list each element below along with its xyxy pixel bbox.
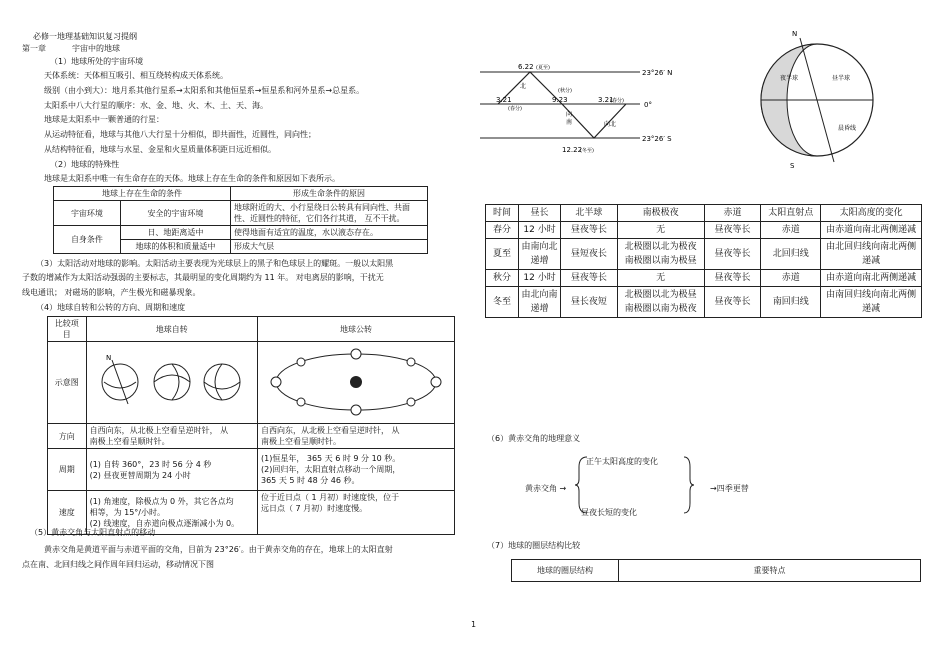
layer-structure-table <box>511 559 921 582</box>
table-cell: (2)回归年，太阳直射点移动一个周期， <box>261 465 401 474</box>
table-header: 重要特点 <box>619 560 921 582</box>
paragraph: 子数的增减作为太阳活动强弱的主要标志，其最明显的变化周期约为 11 年。 对电离层的影响，干扰无 <box>22 273 384 282</box>
table-cell: 由赤道向南北两侧递减 <box>821 270 922 287</box>
table-header: 南极极夜 <box>617 205 704 222</box>
earth-illumination-diagram <box>752 30 882 170</box>
table-cell: 由北向南递增 <box>518 287 560 318</box>
table-cell: 相等，为 15°/小时。 <box>89 508 165 517</box>
table-row <box>486 239 922 270</box>
table-cell: (1) 自转 360°，23 时 56 分 4 秒 <box>89 459 212 469</box>
table-cell: 自西向东，从北极上空看呈逆时针， 从 <box>261 426 400 435</box>
label-1222-sub: (冬至) <box>580 148 594 154</box>
section-heading: （6）黄赤交角的地理意义 <box>487 434 581 443</box>
table-cell: 365 天 5 时 48 分 46 秒。 <box>261 476 360 485</box>
label-1222: 12.22 <box>562 146 583 154</box>
table-header: 时间 <box>486 205 519 222</box>
table-header: 太阳高度的变化 <box>821 205 922 222</box>
table-cell: 昼短夜长 <box>561 239 617 270</box>
paragraph: 级别（由小到大）：地月系其他行星系→太阳系和其他恒星系→恒星系和河外星系→总星系。 <box>44 86 365 95</box>
table-cell: 12 小时 <box>518 270 560 287</box>
rotation-diagram <box>90 346 250 416</box>
table-cell: 昼夜等长 <box>704 239 760 270</box>
table-cell: 春分 <box>486 222 519 239</box>
table-header: 赤道 <box>704 205 760 222</box>
table-cell: 南极上空看呈顺时针。 <box>261 437 341 446</box>
seasons-table <box>485 204 922 318</box>
table-cell: 南极上空看呈顺时针。 <box>89 437 170 446</box>
table-cell: 使得地面有适宜的温度，水以液态存在。 <box>231 226 428 240</box>
table-cell: 由南向北递增 <box>518 239 560 270</box>
sun-migration-diagram <box>480 60 680 160</box>
label-toward-north: 向北 <box>604 121 617 128</box>
table-cell: 赤道 <box>761 222 821 239</box>
table-cell: 昼夜等长 <box>704 270 760 287</box>
table-cell: 由南回归线向南北两侧递减 <box>821 287 922 318</box>
table-cell: 北极圈以北为极昼 南极圈以南为极夜 <box>617 287 704 318</box>
table-header: 昼长 <box>518 205 560 222</box>
table-cell: 由赤道向南北两侧递减 <box>821 222 922 239</box>
paragraph: 黄赤交角是黄道平面与赤道平面的交角，目前为 23°26′。由于黄赤交角的存在，地球上的太阳直射 <box>44 545 393 554</box>
table-cell: 无 <box>617 270 704 287</box>
label-321b: 3.21 <box>598 96 614 104</box>
label-south: 南 <box>566 119 573 126</box>
right-brace-icon <box>682 455 696 515</box>
table-cell: 日、地距离适中 <box>120 226 230 240</box>
migration-path <box>498 72 626 138</box>
table-cell: 昼夜等长 <box>704 222 760 239</box>
lat-zero-label: 0° <box>644 101 652 109</box>
table-cell: 12 小时 <box>518 222 560 239</box>
meaning-top: 正午太阳高度的变化 <box>586 457 658 466</box>
meaning-bottom: 昼夜长短的变化 <box>581 508 637 517</box>
table-row <box>486 222 922 239</box>
table-cell: 昼长夜短 <box>561 287 617 318</box>
table-header: 形成生命条件的原因 <box>231 187 428 201</box>
table-cell: 地球的体积和质量适中 <box>120 240 230 254</box>
table-cell: (1) 角速度，除极点为 0 外，其它各点均 <box>89 497 234 506</box>
section-heading: （4）地球自转和公转的方向、周期和速度 <box>36 303 186 312</box>
table-cell: 南回归线 <box>761 287 821 318</box>
label-321: 3.21 <box>496 96 512 104</box>
svg-text:N: N <box>105 354 111 362</box>
paragraph: 地球是太阳系中一颗普通的行星： <box>44 115 164 124</box>
table-cell: 秋分 <box>486 270 519 287</box>
table-header: 地球自转 <box>86 317 257 342</box>
table-cell: 位于近日点（ 1 月初）时速度快，位于 <box>261 493 400 502</box>
paragraph: 从结构特征看，地球与水星、金星和火星质量体积距日远近相似。 <box>44 145 276 154</box>
paragraph: 太阳系中八大行星的顺序：水、金、地、火、木、土、天、海。 <box>44 101 268 110</box>
label-923-sub: (秋分) <box>558 88 572 94</box>
table-cell: 无 <box>617 222 704 239</box>
table-cell: (1)恒星年， 365 天 6 时 9 分 10 秒。 <box>261 454 401 463</box>
table-cell: 周期 <box>48 449 87 491</box>
paragraph: 从运动特征看，地球与其他八大行星十分相似，即共面性，近圆性，同向性； <box>44 130 316 139</box>
table-cell: 速度 <box>48 491 87 535</box>
table-cell: (2) 线速度，自赤道向极点逐渐减小为 0。 <box>89 519 240 528</box>
table-header: 地球上存在生命的条件 <box>54 187 231 201</box>
north-pole-label: N <box>792 30 798 38</box>
table-cell: 北极圈以北为极夜 南极圈以南为极昼 <box>617 239 704 270</box>
table-row <box>486 287 922 318</box>
table-cell: 冬至 <box>486 287 519 318</box>
table-cell: 方向 <box>48 424 87 449</box>
label-622: 6.22 <box>518 63 534 71</box>
life-conditions-table <box>53 186 428 254</box>
table-header: 北半球 <box>561 205 617 222</box>
table-cell: 形成大气层 <box>231 240 428 254</box>
section-heading: （2）地球的特殊性 <box>50 160 120 169</box>
table-cell: 示意图 <box>48 342 87 424</box>
section-heading: （7）地球的圈层结构比较 <box>487 541 581 550</box>
label-north: 北 <box>520 83 527 90</box>
table-cell: 夏至 <box>486 239 519 270</box>
table-row <box>486 270 922 287</box>
meaning-root: 黄赤交角 → <box>525 484 567 493</box>
lat-south-label: 23°26′ S <box>642 135 672 143</box>
south-pole-label: S <box>790 162 795 170</box>
table-cell: 自身条件 <box>54 226 121 254</box>
rotation-revolution-table <box>47 316 455 535</box>
table-cell: 由北回归线向南北两侧递减 <box>821 239 922 270</box>
paragraph: 地球是太阳系中唯一有生命存在的天体。地球上存在生命的条件和原因如下表所示。 <box>44 174 340 183</box>
day-hemisphere-label: 昼半球 <box>832 75 851 82</box>
lat-north-label: 23°26′ N <box>642 69 673 77</box>
table-header: 太阳直射点 <box>761 205 821 222</box>
table-cell: 自西向东，从北极上空看呈逆时针， 从 <box>89 426 229 435</box>
section-heading: （1）地球所处的宇宙环境 <box>50 57 144 66</box>
terminator-label: 晨昏线 <box>838 125 857 132</box>
table-cell: 安全的宇宙环境 <box>120 201 230 226</box>
night-hemisphere-label: 夜半球 <box>780 75 799 82</box>
label-321-sub: (春分) <box>508 106 522 112</box>
label-xiang: 向 <box>566 111 573 118</box>
table-cell: 北回归线 <box>761 239 821 270</box>
paragraph: （3）太阳活动对地球的影响。太阳活动主要表现为光球层上的黑子和色球层上的耀斑。一般以太阳黑 <box>36 259 394 268</box>
table-cell: 昼夜等长 <box>704 287 760 318</box>
section-heading: （5）黄赤交角与太阳直射点的移动 <box>30 528 156 537</box>
table-header: 地球公转 <box>258 317 455 342</box>
meaning-result: →四季更替 <box>710 484 749 493</box>
table-cell: 昼夜等长 <box>561 270 617 287</box>
paragraph: 天体系统：天体相互吸引、相互绕转构成天体系统。 <box>44 71 228 80</box>
table-cell: 地球附近的大、小行星绕日公转具有同向性、共面性、近圆性的特征，它们各行其道， 互不干扰。 <box>231 201 428 226</box>
label-622-sub: (夏至) <box>536 65 550 71</box>
page-number: 1 <box>471 620 477 629</box>
table-header: 地球的圈层结构 <box>512 560 619 582</box>
doc-title: 必修一地理基础知识复习提纲 <box>33 32 137 41</box>
chapter-label: 第一章 <box>22 44 46 53</box>
label-923: 9.23 <box>552 96 568 104</box>
rotation-diagram-cell <box>86 342 257 424</box>
revolution-diagram <box>261 344 451 418</box>
table-cell: 昼夜等长 <box>561 222 617 239</box>
paragraph: 线电通讯； 对磁场的影响，产生极光和磁暴现象。 <box>22 288 201 297</box>
table-cell: 赤道 <box>761 270 821 287</box>
table-cell: 宇宙环境 <box>54 201 121 226</box>
paragraph: 点在南、北回归线之间作周年回归运动，移动情况下图 <box>22 560 214 569</box>
table-header: 比较项目 <box>48 317 87 342</box>
chapter-name: 宇宙中的地球 <box>72 44 120 53</box>
table-cell: (2) 昼夜更替周期为 24 小时 <box>89 470 191 480</box>
label-321b-sub: (春分) <box>610 98 624 104</box>
table-cell: 远日点（ 7 月初）时速度慢。 <box>261 504 368 513</box>
revolution-diagram-cell <box>258 342 455 424</box>
